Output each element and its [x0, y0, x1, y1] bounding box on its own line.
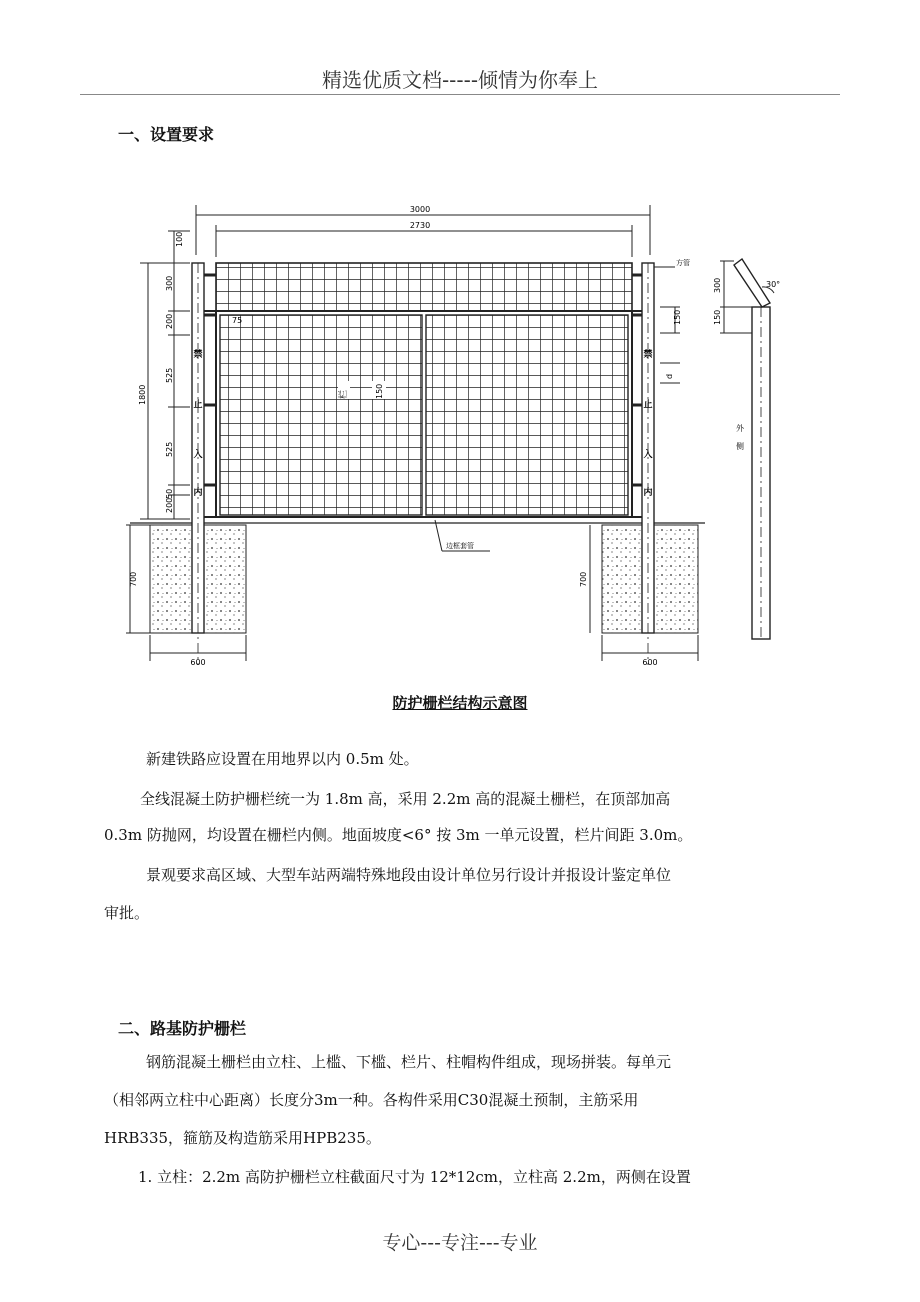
s1-paragraph-2: 全线混凝土防护栅栏统一为 1.8m 高，采用 2.2m 高的混凝土栅栏，在顶部加高 — [140, 790, 671, 808]
s1-paragraph-5: 审批。 — [104, 904, 150, 922]
dim-75: 75 — [232, 316, 243, 325]
side-angle: 30° — [766, 280, 781, 289]
anti-throw-net — [216, 263, 632, 311]
label-center: 栏 — [339, 389, 349, 399]
post-right-char-1: 禁 — [643, 350, 653, 360]
dim-height: 1800 — [138, 384, 147, 405]
side-label-side: 侧 — [736, 442, 744, 451]
page-header: 精选优质文档-----倾情为你奉上 — [321, 68, 599, 92]
section1-heading: 一、设置要求 — [118, 125, 215, 144]
s2-paragraph-1: 钢筋混凝土栅栏由立柱、上槛、下槛、栏片、柱帽构件组成，现场拼装。每单元 — [146, 1053, 672, 1071]
side-dim-150: 150 — [713, 309, 722, 325]
s1-paragraph-4: 景观要求高区域、大型车站两端特殊地段由设计单位另行设计并报设计鉴定单位 — [146, 866, 672, 884]
post-right-char-2: 止 — [643, 400, 653, 410]
side-view — [720, 259, 774, 639]
post-left-char-3: 入 — [193, 450, 203, 460]
post-right-char-4: 内 — [643, 488, 653, 498]
label-bottom-tube: 边框套管 — [446, 542, 474, 550]
dim-600-right: 600 — [642, 658, 658, 667]
dim-d: d — [665, 373, 674, 379]
post-left-char-4: 内 — [193, 488, 203, 498]
fence-panel-right — [426, 315, 628, 515]
section2-heading: 二、路基防护栅栏 — [118, 1019, 247, 1038]
dim-700-left: 700 — [129, 571, 138, 587]
dim-300: 300 — [165, 275, 174, 291]
fence-panel-left — [220, 315, 422, 515]
s2-paragraph-2: （相邻两立柱中心距离）长度分3m一种。各构件采用C30混凝土预制，主筋采用 — [104, 1091, 639, 1109]
label-square-tube: 方管 — [676, 259, 690, 267]
dim-inner: 2730 — [409, 221, 431, 230]
fence-structure-drawing — [120, 195, 820, 675]
s1-paragraph-3: 0.3m 防抛网，均设置在栅栏内侧。地面坡度<6° 按 3m 一单元设置，栏片间距 3.0m。 — [104, 826, 693, 844]
figure-caption: 防护栅栏结构示意图 — [392, 694, 528, 712]
dim-50: 50 — [165, 488, 174, 499]
s1-paragraph-1: 新建铁路应设置在用地界以内 0.5m 处。 — [146, 750, 419, 768]
dim-100: 100 — [175, 231, 184, 247]
dim-525a: 525 — [165, 367, 174, 383]
header-divider — [80, 94, 840, 95]
side-label-outer: 外 — [736, 424, 744, 433]
post-left-char-1: 禁 — [193, 350, 203, 360]
dim-total: 3000 — [409, 205, 431, 214]
s2-paragraph-4: 1. 立柱：2.2m 高防护栅栏立柱截面尺寸为 12*12cm，立柱高 2.2m，两侧在设置 — [138, 1168, 691, 1186]
page-footer: 专心---专注---专业 — [382, 1232, 538, 1254]
dim-200b: 200 — [165, 497, 174, 513]
dim-600-left: 600 — [190, 658, 206, 667]
dim-525b: 525 — [165, 441, 174, 457]
post-left-char-2: 止 — [193, 400, 203, 410]
post-right-char-3: 入 — [643, 450, 653, 460]
dim-150c: 150 — [673, 309, 682, 325]
s2-paragraph-3: HRB335，箍筋及构造筋采用HPB235。 — [104, 1129, 381, 1147]
side-dim-300: 300 — [713, 277, 722, 293]
dim-200: 200 — [165, 313, 174, 329]
dim-150: 150 — [375, 383, 384, 399]
dim-700-right: 700 — [579, 571, 588, 587]
